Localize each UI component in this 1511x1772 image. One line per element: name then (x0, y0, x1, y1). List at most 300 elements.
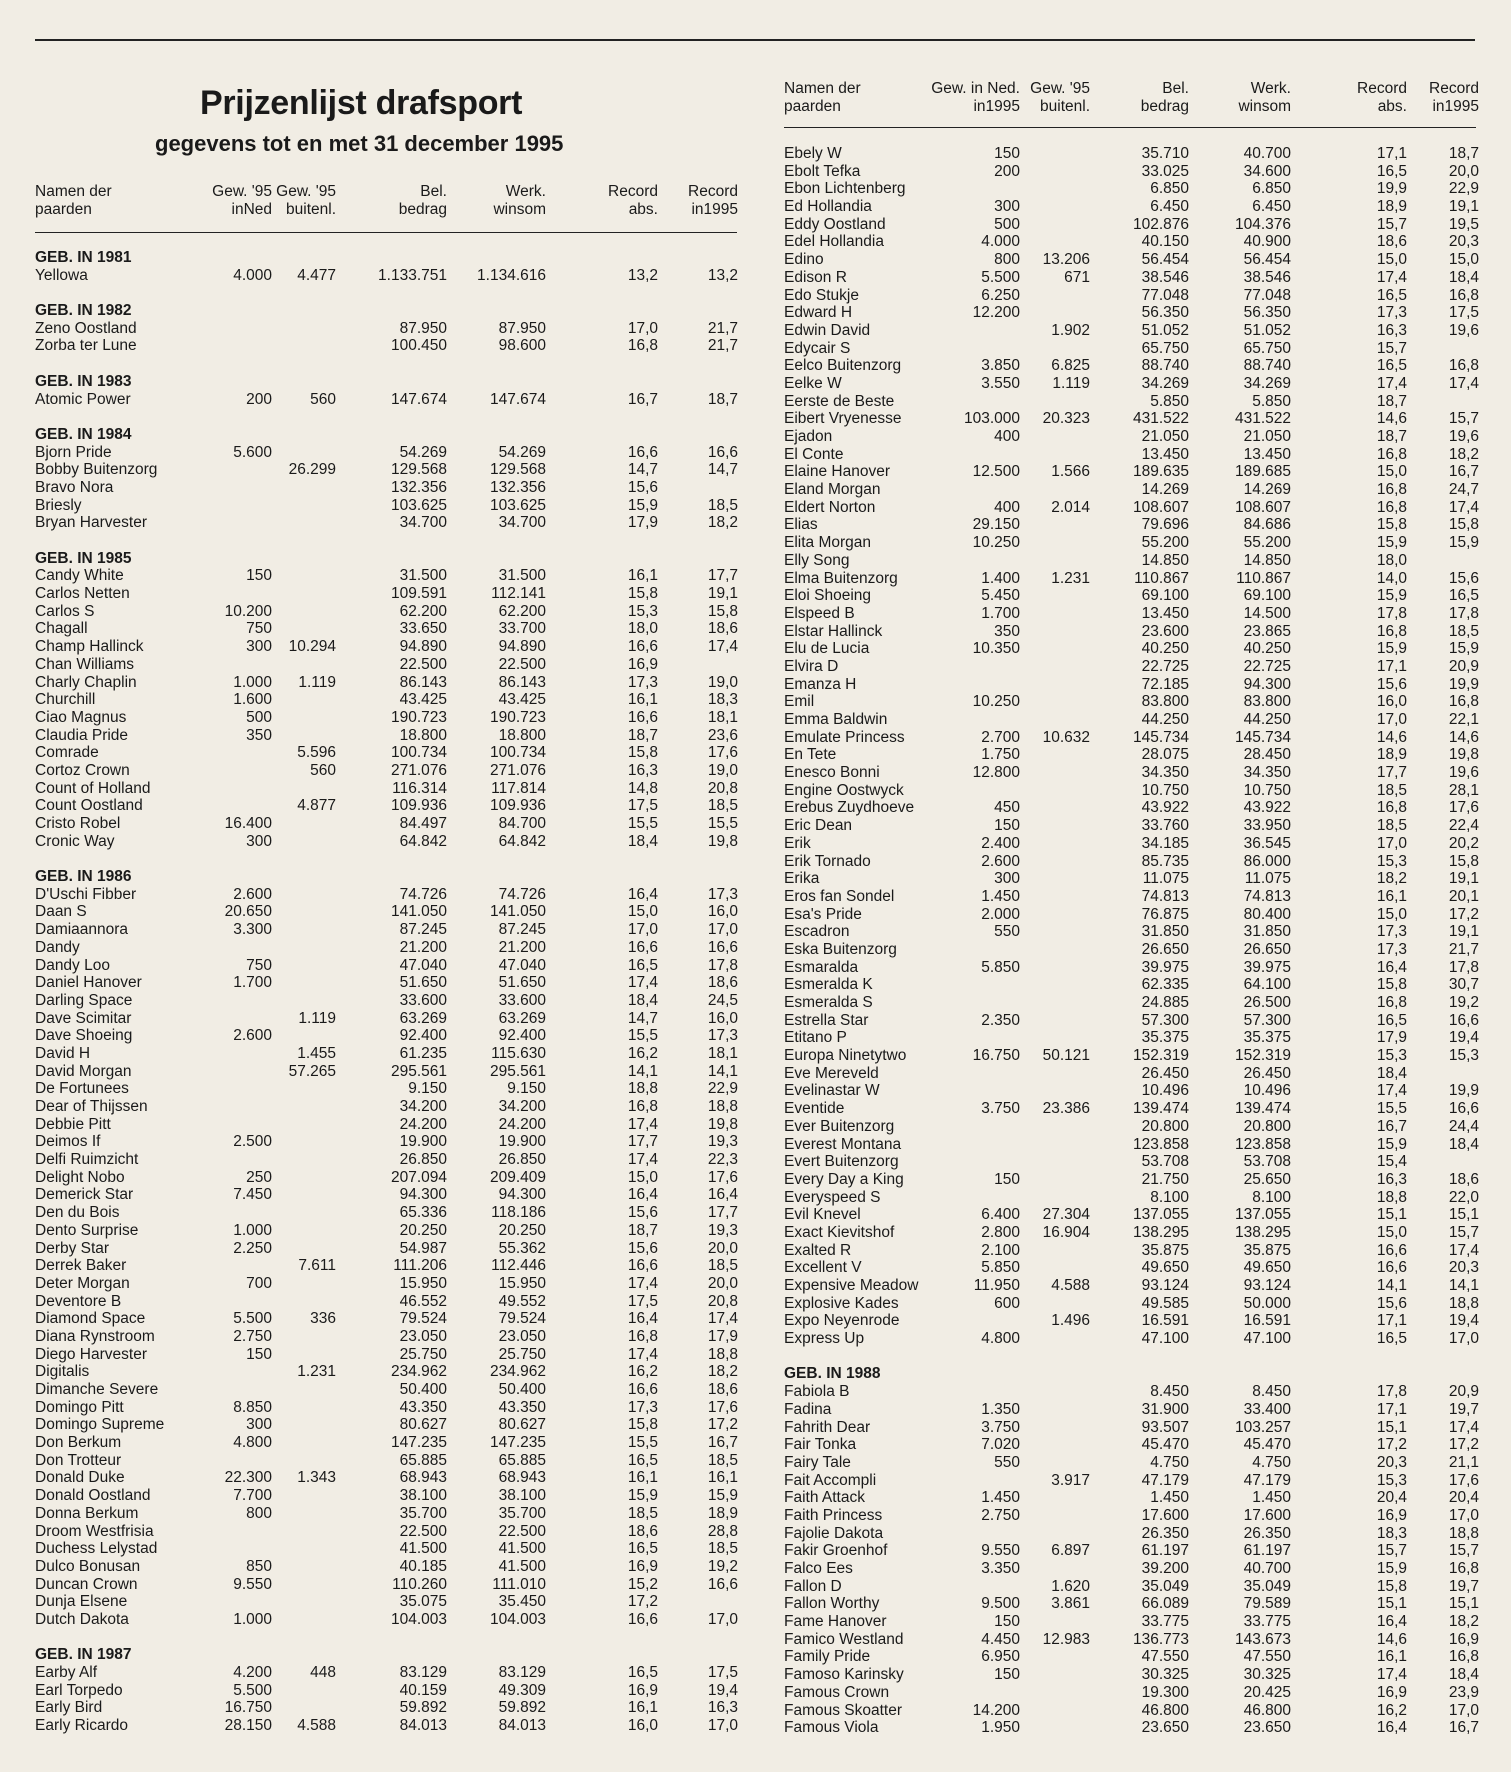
cell-gew-buitenl: 1.231 (297, 1363, 336, 1381)
cell-name: Esmeralda K (784, 976, 873, 994)
cell-gew-ned: 10.250 (972, 534, 1020, 552)
cell-record-abs: 16,8 (1376, 445, 1407, 463)
cell-bel-bedrag: 23.050 (399, 1327, 447, 1345)
cell-record-1995: 18,6 (707, 620, 738, 638)
cell-bel-bedrag: 123.858 (1132, 1135, 1189, 1153)
cell-name: David H (35, 1044, 91, 1062)
cell-record-1995: 17,6 (707, 744, 738, 762)
cell-werk-winsom: 80.400 (1243, 905, 1291, 923)
cell-name: Ever Buitenzorg (784, 1117, 895, 1135)
cell-werk-winsom: 86.000 (1243, 852, 1291, 870)
cell-record-abs: 14,6 (1376, 728, 1407, 746)
cell-record-abs: 14,1 (1376, 1277, 1407, 1294)
section-gap (35, 284, 735, 302)
cell-gew-ned: 2.600 (981, 852, 1020, 870)
cell-record-abs: 17,7 (627, 1133, 658, 1151)
cell-name: Domingo Supreme (35, 1416, 165, 1434)
cell-record-abs: 14,6 (1376, 410, 1407, 428)
cell-werk-winsom: 92.400 (498, 1027, 546, 1045)
cell-gew-ned: 11.950 (973, 1277, 1020, 1294)
table-row (784, 251, 1479, 269)
cell-gew-ned: 5.500 (233, 1310, 272, 1328)
cell-record-1995: 19,3 (707, 1221, 738, 1239)
cell-name: Zeno Oostland (35, 319, 137, 337)
cell-name: Erebus Zuydhoeve (784, 799, 915, 817)
cell-bel-bedrag: 111.206 (393, 1257, 447, 1275)
cell-record-abs: 15,0 (627, 1168, 658, 1186)
cell-name: Early Ricardo (35, 1717, 129, 1735)
cell-name: Derrek Baker (35, 1257, 127, 1275)
cell-bel-bedrag: 25.750 (399, 1345, 447, 1363)
cell-bel-bedrag: 47.550 (1141, 1648, 1189, 1666)
section-gap (35, 1629, 735, 1647)
cell-werk-winsom: 115.630 (491, 1044, 546, 1062)
cell-werk-winsom: 129.568 (489, 461, 546, 479)
cell-name: Fait Accompli (784, 1471, 877, 1489)
cell-gew-ned: 2.400 (981, 834, 1020, 852)
cell-bel-bedrag: 55.200 (1141, 534, 1189, 552)
cell-gew-ned: 800 (246, 1504, 272, 1522)
cell-gew-ned: 12.800 (972, 764, 1020, 782)
cell-bel-bedrag: 86.143 (399, 673, 447, 691)
table-row (35, 815, 738, 833)
cell-werk-winsom: 98.600 (498, 337, 546, 355)
cell-bel-bedrag: 141.050 (390, 903, 447, 921)
cell-record-1995: 15,9 (707, 1487, 738, 1505)
cell-record-abs: 15,6 (1376, 1294, 1407, 1312)
cell-record-1995: 15,9 (1448, 534, 1479, 552)
cell-gew-ned: 1.600 (233, 691, 272, 709)
left-table-body (35, 249, 738, 1735)
cell-record-1995: 17,2 (1448, 1436, 1479, 1454)
cell-record-abs: 15,5 (627, 1434, 658, 1452)
cell-gew-buitenl: 50.121 (1042, 1047, 1090, 1065)
cell-werk-winsom: 40.700 (1243, 1560, 1291, 1577)
cell-record-abs: 17,9 (627, 514, 658, 532)
cell-name: Elita Morgan (784, 534, 872, 552)
cell-record-abs: 16,8 (1376, 622, 1407, 640)
cell-werk-winsom: 25.650 (1243, 1170, 1291, 1188)
cell-name: Ciao Magnus (35, 708, 127, 726)
cell-name: Exact Kievitshof (784, 1223, 895, 1241)
cell-werk-winsom: 8.450 (1252, 1383, 1291, 1401)
cell-name: Elaine Hanover (784, 463, 890, 481)
cell-werk-winsom: 112.446 (491, 1257, 546, 1275)
table-row (35, 709, 738, 727)
cell-name: Cristo Robel (35, 815, 121, 832)
table-row (35, 1540, 738, 1558)
table-row (35, 1699, 738, 1717)
cell-werk-winsom: 17.600 (1243, 1506, 1291, 1524)
cell-gew-ned: 3.350 (981, 1560, 1020, 1577)
cell-name: Every Day a King (784, 1170, 904, 1188)
cell-werk-winsom: 68.943 (498, 1469, 546, 1487)
cell-gew-ned: 2.250 (233, 1239, 272, 1257)
cell-name: Churchill (35, 691, 96, 709)
cell-gew-buitenl: 16.904 (1042, 1223, 1090, 1241)
cell-name: Count Oostland (35, 797, 143, 815)
cell-gew-ned: 150 (994, 1170, 1020, 1188)
cell-gew-ned: 16.750 (224, 1699, 272, 1717)
cell-werk-winsom: 79.524 (498, 1310, 546, 1328)
cell-gew-buitenl: 7.611 (298, 1257, 336, 1275)
cell-record-abs: 14,6 (1376, 1630, 1407, 1648)
cell-record-1995: 16,8 (1448, 357, 1479, 375)
table-row (784, 1613, 1479, 1631)
cell-record-1995: 15,8 (1448, 852, 1479, 870)
cell-bel-bedrag: 14.269 (1141, 481, 1189, 499)
cell-name: Yellowa (35, 266, 88, 284)
cell-bel-bedrag: 6.850 (1150, 180, 1189, 198)
cell-name: Ebely W (784, 145, 842, 162)
cell-record-abs: 16,4 (627, 1310, 658, 1328)
cell-werk-winsom: 83.800 (1243, 693, 1291, 711)
cell-name: Eddy Oostland (784, 215, 886, 233)
cell-record-1995: 17,0 (707, 1610, 738, 1628)
cell-record-abs: 16,5 (627, 956, 658, 974)
cell-werk-winsom: 21.200 (498, 938, 546, 956)
cell-bel-bedrag: 295.561 (390, 1062, 447, 1080)
cell-name: Famoso Karinsky (784, 1666, 904, 1684)
table-row (35, 1116, 738, 1134)
cell-werk-winsom: 56.350 (1243, 304, 1291, 322)
table-row (35, 1523, 738, 1541)
cell-name: Bravo Nora (35, 478, 114, 496)
cell-gew-ned: 150 (994, 1666, 1020, 1684)
cell-name: Dutch Dakota (35, 1610, 129, 1628)
cell-gew-ned: 2.100 (981, 1241, 1020, 1259)
cell-record-1995: 17,8 (1448, 958, 1479, 976)
cell-record-abs: 18,5 (1376, 817, 1407, 835)
cell-gew-buitenl: 4.588 (297, 1717, 336, 1735)
cell-bel-bedrag: 56.454 (1141, 251, 1189, 269)
cell-record-abs: 16,5 (1376, 286, 1407, 304)
cell-gew-ned: 6.400 (981, 1206, 1020, 1224)
cell-werk-winsom: 15.950 (498, 1274, 546, 1292)
cell-record-abs: 18,9 (1376, 746, 1407, 764)
cell-werk-winsom: 38.100 (498, 1487, 546, 1505)
cell-bel-bedrag: 33.025 (1141, 162, 1189, 180)
table-row (35, 1487, 738, 1505)
cell-record-abs: 17,4 (627, 1274, 658, 1292)
table-row (784, 499, 1479, 517)
cell-record-1995: 19,3 (707, 1133, 738, 1151)
section-gap (35, 355, 735, 373)
cell-bel-bedrag: 109.591 (390, 585, 447, 603)
cell-name: Dandy (35, 938, 80, 956)
table-row (784, 870, 1479, 888)
cell-name: Evert Buitenzorg (784, 1153, 899, 1171)
table-row (784, 340, 1479, 358)
cell-record-1995: 18,1 (707, 708, 738, 726)
cell-bel-bedrag: 50.400 (399, 1381, 447, 1398)
cell-name: Elvira D (784, 657, 839, 675)
cell-record-abs: 16,8 (1376, 994, 1407, 1011)
cell-record-1995: 19,6 (1448, 321, 1479, 339)
cell-gew-ned: 7.450 (233, 1186, 272, 1204)
cell-record-1995: 19,0 (707, 673, 738, 691)
cell-record-abs: 15,1 (1376, 1595, 1407, 1613)
table-row (784, 357, 1479, 375)
cell-gew-buitenl: 10.632 (1042, 728, 1090, 746)
cell-bel-bedrag: 108.607 (1132, 498, 1189, 516)
cell-werk-winsom: 43.922 (1243, 799, 1291, 817)
right-header-record-abs: Record abs. (1357, 80, 1407, 115)
cell-record-1995: 22,9 (707, 1080, 738, 1098)
cell-record-abs: 14,0 (1376, 569, 1407, 587)
cell-bel-bedrag: 132.356 (390, 478, 447, 496)
cell-record-abs: 16,9 (1376, 1683, 1407, 1701)
table-row (784, 693, 1479, 711)
cell-werk-winsom: 84.686 (1243, 516, 1291, 534)
table-row (35, 886, 738, 904)
cell-name: Dento Surprise (35, 1221, 139, 1239)
cell-bel-bedrag: 46.800 (1141, 1701, 1189, 1719)
cell-werk-winsom: 74.813 (1243, 887, 1291, 905)
cell-record-abs: 16,1 (627, 567, 658, 585)
table-row (784, 1419, 1479, 1437)
cell-name: Delight Nobo (35, 1168, 125, 1186)
cell-record-abs: 17,2 (1376, 1436, 1407, 1454)
cell-record-1995: 16,6 (707, 443, 738, 461)
cell-record-abs: 18,7 (1376, 428, 1407, 445)
cell-record-1995: 16,7 (1448, 1719, 1479, 1737)
cell-gew-ned: 7.700 (233, 1487, 272, 1505)
cell-gew-ned: 6.250 (981, 286, 1020, 304)
cell-gew-buitenl: 12.983 (1042, 1630, 1090, 1648)
cell-name: Eldert Norton (784, 498, 876, 516)
cell-name: Fair Tonka (784, 1436, 857, 1454)
cell-werk-winsom: 147.674 (489, 390, 546, 408)
cell-record-1995: 15,8 (1448, 516, 1479, 534)
cell-record-abs: 18,3 (1376, 1524, 1407, 1542)
cell-werk-winsom: 23.650 (1243, 1719, 1291, 1737)
cell-name: Eelke W (784, 374, 842, 392)
cell-gew-ned: 200 (994, 162, 1020, 180)
cell-werk-winsom: 111.010 (492, 1575, 546, 1593)
table-row (784, 534, 1479, 552)
cell-werk-winsom: 49.309 (498, 1681, 546, 1699)
right-column (784, 80, 1479, 1737)
cell-record-1995: 19,1 (1448, 923, 1479, 941)
table-row (784, 1560, 1479, 1578)
cell-gew-ned: 3.850 (981, 357, 1020, 375)
cell-gew-ned: 20.650 (224, 903, 272, 921)
cell-werk-winsom: 45.470 (1243, 1436, 1291, 1454)
cell-werk-winsom: 44.250 (1243, 711, 1291, 728)
cell-bel-bedrag: 271.076 (390, 761, 447, 779)
table-row (35, 921, 738, 939)
cell-name: Don Trotteur (35, 1451, 122, 1469)
table-row (784, 1507, 1479, 1525)
cell-name: Erika (784, 870, 820, 888)
table-row (784, 198, 1479, 216)
table-row (784, 446, 1479, 464)
cell-record-1995: 19,9 (1448, 675, 1479, 693)
cell-name: Claudia Pride (35, 726, 129, 744)
table-row (784, 304, 1479, 322)
cell-record-abs: 18,7 (1376, 392, 1407, 410)
cell-record-abs: 16,4 (627, 1186, 658, 1204)
cell-record-1995: 18,2 (1448, 445, 1479, 463)
cell-bel-bedrag: 234.962 (390, 1363, 447, 1381)
table-row (35, 656, 738, 674)
cell-record-abs: 17,8 (1376, 1383, 1407, 1401)
cell-bel-bedrag: 20.800 (1141, 1117, 1189, 1135)
cell-name: Donna Berkum (35, 1504, 139, 1522)
table-row (784, 587, 1479, 605)
cell-bel-bedrag: 26.450 (1141, 1064, 1189, 1082)
cell-gew-ned: 5.500 (233, 1681, 272, 1699)
cell-gew-ned: 5.850 (981, 1259, 1020, 1277)
cell-bel-bedrag: 189.635 (1132, 463, 1189, 481)
right-header-rule (784, 127, 1476, 128)
cell-name: Elu de Lucia (784, 640, 870, 658)
cell-record-abs: 16,3 (627, 761, 658, 779)
cell-werk-winsom: 11.075 (1244, 870, 1291, 888)
cell-name: Fame Hanover (784, 1613, 887, 1631)
cell-bel-bedrag: 190.723 (390, 708, 447, 726)
cell-werk-winsom: 51.650 (498, 974, 546, 992)
table-row (784, 516, 1479, 534)
table-row (35, 603, 738, 621)
cell-record-abs: 15,7 (1376, 215, 1407, 233)
cell-record-1995: 28,1 (1448, 781, 1479, 799)
cell-bel-bedrag: 40.250 (1141, 640, 1189, 658)
cell-werk-winsom: 5.850 (1252, 392, 1291, 410)
cell-name: Everyspeed S (784, 1188, 881, 1206)
cell-gew-buitenl: 1.343 (297, 1469, 336, 1487)
table-row (784, 1330, 1479, 1348)
table-row (784, 1012, 1479, 1030)
table-row (35, 514, 738, 532)
cell-bel-bedrag: 92.400 (399, 1027, 447, 1045)
cell-record-1995: 17,7 (707, 1204, 738, 1222)
cell-record-1995: 15,1 (1448, 1595, 1479, 1613)
cell-name: Faith Princess (784, 1506, 883, 1524)
cell-name: Diego Harvester (35, 1345, 147, 1363)
cell-werk-winsom: 43.350 (498, 1398, 546, 1416)
cell-record-1995: 18,5 (707, 797, 738, 815)
cell-name: Fallon Worthy (784, 1595, 880, 1613)
cell-gew-buitenl: 3.861 (1051, 1595, 1090, 1613)
cell-werk-winsom: 31.500 (498, 567, 546, 585)
cell-gew-ned: 3.550 (981, 374, 1020, 392)
cell-record-abs: 17,1 (1376, 1400, 1407, 1418)
cell-record-1995: 18,8 (1448, 1524, 1479, 1542)
cell-gew-ned: 5.450 (981, 587, 1020, 605)
cell-werk-winsom: 47.179 (1243, 1471, 1291, 1489)
cell-werk-winsom: 14.850 (1243, 551, 1291, 569)
table-row (35, 444, 738, 462)
cell-record-abs: 16,6 (627, 1610, 658, 1628)
cell-bel-bedrag: 13.450 (1141, 604, 1189, 622)
cell-record-1995: 17,5 (707, 1664, 738, 1681)
cell-bel-bedrag: 66.089 (1141, 1595, 1189, 1613)
cell-bel-bedrag: 40.150 (1141, 233, 1189, 251)
cell-gew-buitenl: 1.119 (298, 1009, 336, 1027)
cell-bel-bedrag: 23.600 (1141, 622, 1189, 640)
cell-bel-bedrag: 88.740 (1141, 357, 1189, 375)
cell-werk-winsom: 118.186 (491, 1204, 546, 1222)
cell-name: Esmaralda (784, 958, 859, 976)
right-header-gew-buitenl: Gew. '95 buitenl. (1030, 80, 1090, 115)
cell-werk-winsom: 35.875 (1243, 1241, 1291, 1259)
cell-gew-ned: 800 (994, 251, 1020, 269)
cell-record-1995: 17,2 (1448, 905, 1479, 923)
table-row (784, 233, 1479, 251)
cell-bel-bedrag: 139.474 (1132, 1100, 1189, 1118)
cell-bel-bedrag: 74.813 (1141, 887, 1189, 905)
cell-werk-winsom: 117.814 (491, 779, 546, 797)
cell-gew-ned: 16.750 (972, 1047, 1020, 1065)
cell-bel-bedrag: 16.591 (1141, 1312, 1189, 1330)
cell-werk-winsom: 65.885 (498, 1451, 546, 1469)
cell-gew-ned: 350 (994, 622, 1020, 640)
cell-name: Evelinastar W (784, 1082, 880, 1100)
cell-werk-winsom: 84.700 (498, 815, 546, 832)
cell-name: Ed Hollandia (784, 198, 872, 216)
left-header-rule (35, 232, 737, 233)
cell-gew-buitenl: 4.877 (297, 797, 336, 815)
table-row (784, 1401, 1479, 1419)
cell-record-abs: 16,6 (1376, 1259, 1407, 1277)
cell-record-1995: 17,2 (707, 1416, 738, 1434)
cell-werk-winsom: 55.362 (498, 1239, 546, 1257)
table-row (784, 817, 1479, 835)
cell-gew-buitenl: 1.119 (298, 673, 336, 691)
cell-werk-winsom: 6.450 (1252, 198, 1291, 216)
table-row (784, 605, 1479, 623)
cell-record-1995: 15,3 (1448, 1047, 1479, 1065)
table-row (784, 1277, 1479, 1295)
cell-record-abs: 17,3 (627, 673, 658, 691)
table-row (784, 941, 1479, 959)
table-row (784, 888, 1479, 906)
cell-record-abs: 18,6 (627, 1522, 658, 1540)
cell-record-1995: 18,4 (1448, 1666, 1479, 1684)
cell-name: Eerste de Beste (784, 392, 895, 410)
cell-name: Zorba ter Lune (35, 337, 137, 355)
cell-bel-bedrag: 1.133.751 (378, 266, 447, 284)
cell-record-abs: 18,9 (1376, 198, 1407, 216)
cell-bel-bedrag: 40.185 (399, 1557, 447, 1575)
cell-name: Edycair S (784, 339, 851, 357)
cell-bel-bedrag: 83.800 (1141, 693, 1189, 711)
cell-record-1995: 19,2 (707, 1557, 738, 1575)
cell-gew-ned: 1.400 (981, 569, 1020, 587)
table-row (784, 463, 1479, 481)
cell-gew-buitenl: 4.477 (297, 266, 336, 284)
cell-werk-winsom: 100.734 (489, 744, 546, 762)
cell-bel-bedrag: 35.049 (1141, 1577, 1189, 1595)
cell-record-1995: 16,8 (1448, 286, 1479, 304)
cell-werk-winsom: 61.197 (1243, 1542, 1291, 1560)
cell-gew-buitenl: 336 (310, 1310, 336, 1328)
cell-gew-ned: 2.750 (233, 1327, 272, 1345)
cell-name: Earby Alf (35, 1664, 98, 1681)
cell-record-1995: 14,1 (1448, 1277, 1479, 1294)
cell-gew-ned: 750 (246, 620, 272, 638)
cell-record-1995: 19,8 (707, 832, 738, 850)
table-row (784, 1702, 1479, 1720)
cell-name: Edward H (784, 304, 853, 322)
cell-bel-bedrag: 14.850 (1141, 551, 1189, 569)
cell-werk-winsom: 6.850 (1252, 180, 1291, 198)
cell-record-abs: 16,0 (1376, 693, 1407, 711)
cell-record-1995: 17,6 (707, 1398, 738, 1416)
cell-record-abs: 18,2 (1376, 870, 1407, 888)
